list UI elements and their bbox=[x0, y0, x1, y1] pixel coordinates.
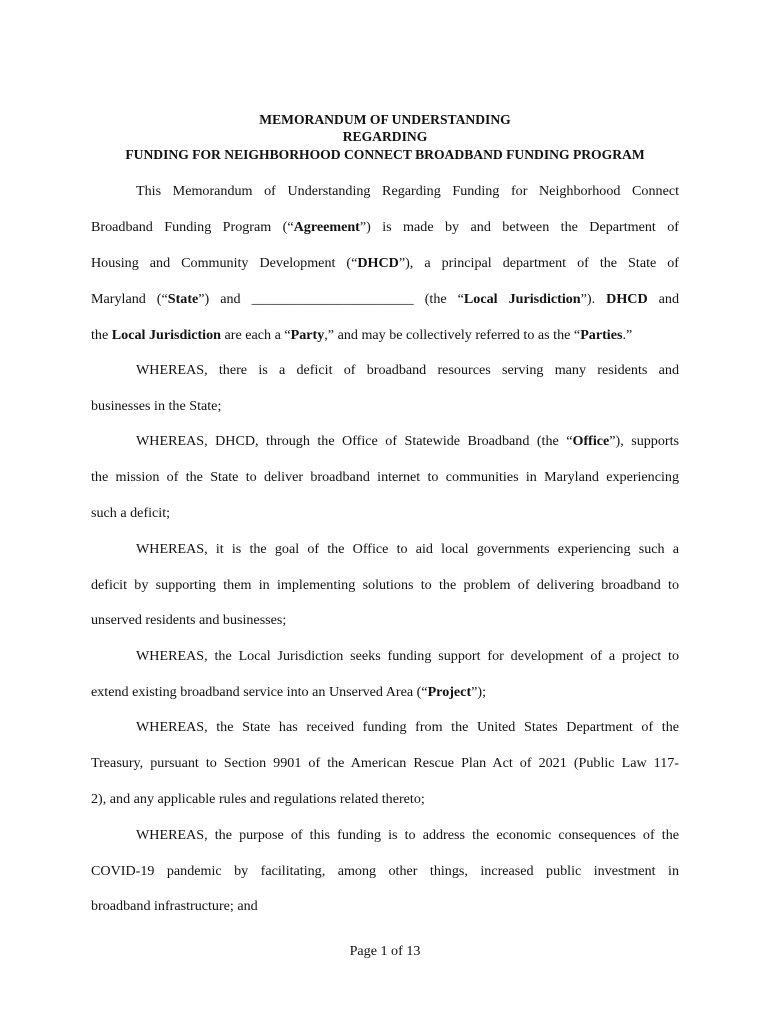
whereas-1-line-2: businesses in the State; bbox=[91, 398, 222, 414]
document-title-line-2: REGARDING bbox=[342, 129, 428, 144]
whereas-5-line-1: WHEREAS, the State has received funding from the United States Department of the bbox=[136, 719, 679, 735]
defined-term-office: Office bbox=[572, 433, 610, 449]
whereas-3-line-1: WHEREAS, it is the goal of the Office to aid local governments experiencing such a bbox=[136, 541, 679, 557]
defined-term-state: State bbox=[167, 291, 199, 307]
whereas-3-line-3: unserved residents and businesses; bbox=[91, 612, 287, 628]
whereas-2-line-1: WHEREAS, DHCD, through the Office of Statewide Broadband (the “Office”), supports bbox=[136, 433, 679, 449]
whereas-6-line-3: broadband infrastructure; and bbox=[91, 898, 258, 914]
defined-term-party: Party bbox=[290, 327, 325, 343]
intro-line-1: This Memorandum of Understanding Regarding Funding for Neighborhood Connect bbox=[136, 183, 679, 199]
page-number: Page 1 of 13 bbox=[349, 943, 421, 959]
whereas-2-line-3: such a deficit; bbox=[91, 505, 171, 521]
whereas-4-line-2: extend existing broadband service into an Unserved Area (“Project”); bbox=[91, 684, 487, 700]
document-title-line-3: FUNDING FOR NEIGHBORHOOD CONNECT BROADBAND FUNDING PROGRAM bbox=[125, 147, 645, 162]
defined-term-local-jurisdiction: Local Jurisdiction bbox=[463, 291, 581, 307]
defined-term-parties: Parties bbox=[580, 327, 623, 343]
whereas-2-line-2: the mission of the State to deliver broadband internet to communities in Maryland experiencing bbox=[91, 469, 679, 485]
defined-term-dhcd: DHCD bbox=[357, 255, 399, 271]
whereas-1-line-1: WHEREAS, there is a deficit of broadband resources serving many residents and bbox=[136, 362, 679, 378]
dhcd-bold-ref: DHCD bbox=[606, 291, 648, 307]
intro-line-3: Housing and Community Development (“DHCD”), a principal department of the State of bbox=[91, 255, 679, 271]
whereas-5-line-3: 2), and any applicable rules and regulations related thereto; bbox=[91, 791, 425, 807]
intro-line-5: the Local Jurisdiction are each a “Party,” and may be collectively referred to as the “Parties.” bbox=[91, 327, 633, 343]
defined-term-agreement: Agreement bbox=[293, 219, 360, 235]
whereas-6-line-1: WHEREAS, the purpose of this funding is to address the economic consequences of the bbox=[136, 827, 679, 843]
defined-term-project: Project bbox=[427, 684, 472, 700]
intro-line-4: Maryland (“State”) and _______________________ (the “Local Jurisdiction”). DHCD and bbox=[91, 291, 680, 307]
whereas-3-line-2: deficit by supporting them in implementing solutions to the problem of delivering broadband to bbox=[91, 577, 679, 593]
whereas-5-line-2: Treasury, pursuant to Section 9901 of the American Rescue Plan Act of 2021 (Public Law 117- bbox=[91, 755, 679, 771]
whereas-4-line-1: WHEREAS, the Local Jurisdiction seeks funding support for development of a project to bbox=[136, 648, 679, 664]
document-title-line-1: MEMORANDUM OF UNDERSTANDING bbox=[259, 112, 511, 127]
intro-line-2: Broadband Funding Program (“Agreement”) is made by and between the Department of bbox=[91, 219, 679, 235]
whereas-6-line-2: COVID-19 pandemic by facilitating, among other things, increased public investment in bbox=[91, 863, 679, 879]
